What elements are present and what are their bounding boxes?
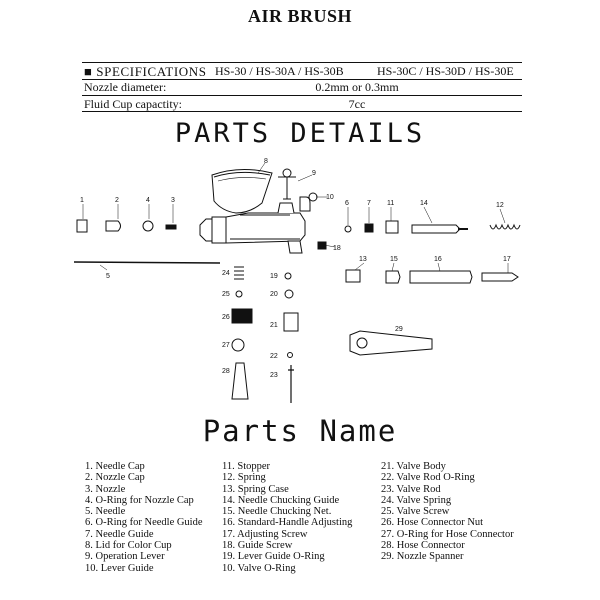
- part-item: 22. Valve Rod O-Ring: [381, 472, 475, 484]
- part-item: 9. Operation Lever: [85, 551, 165, 563]
- callout-number: 15: [390, 256, 398, 263]
- needle-chucking-guide-drawing: [412, 225, 460, 233]
- needle-guide-drawing: [365, 224, 373, 232]
- callout-number: 29: [395, 326, 403, 333]
- spec-value: 0.2mm or 0.3mm: [315, 80, 399, 94]
- part-item: 26. Hose Connector Nut: [381, 517, 484, 529]
- part-item: 19. Lever Guide O-Ring: [222, 551, 325, 563]
- airbrush-body-drawing: [200, 169, 305, 253]
- callout-number: 3: [171, 197, 175, 204]
- part-item: 25. Valve Screw: [381, 506, 450, 518]
- spec-label: Nozzle diameter:: [84, 80, 167, 94]
- callout-number: 4: [146, 197, 150, 204]
- specifications-header: [82, 62, 522, 80]
- part-item: 8. Lid for Color Cup: [85, 540, 172, 552]
- part-item: 10. Lever Guide: [85, 562, 154, 574]
- parts-list-column-2: [222, 461, 352, 574]
- needle-chucking-net-drawing: [386, 271, 400, 283]
- callout-number: 5: [106, 273, 110, 280]
- part-item: 6. O-Ring for Needle Guide: [85, 517, 203, 529]
- part-item: 23. Valve Rod: [381, 483, 441, 495]
- spring-case-drawing: [346, 270, 360, 282]
- callout-number: 8: [264, 158, 268, 165]
- callout-number: 11: [387, 200, 395, 207]
- hose-connector-o-ring-drawing: [232, 339, 244, 351]
- part-item: 4. O-Ring for Nozzle Cap: [85, 494, 194, 506]
- hose-connector-nut-drawing: [232, 309, 252, 323]
- parts-list-column-1: [85, 461, 203, 574]
- part-item: 13. Spring Case: [222, 483, 289, 495]
- needle-drawing: [74, 262, 220, 263]
- part-item: 12. Spring: [222, 472, 266, 484]
- valve-o-ring-drawing: [285, 290, 293, 298]
- callout-number: 28: [222, 368, 230, 375]
- callout-number: 12: [496, 202, 504, 209]
- callout-number: 26: [222, 314, 230, 321]
- part-item: 28. Hose Connector: [381, 540, 465, 552]
- guide-screw-drawing: [318, 242, 326, 249]
- part-item: 5. Needle: [85, 506, 126, 518]
- part-item: 15. Needle Chucking Net.: [222, 506, 332, 518]
- parts-list-column-3: [381, 461, 514, 563]
- part-item: 7. Needle Guide: [85, 528, 154, 540]
- valve-screw-drawing: [236, 291, 242, 297]
- valve-rod-drawing: [288, 365, 294, 403]
- hose-connector-drawing: [232, 363, 248, 399]
- callout-number: 21: [270, 322, 278, 329]
- callout-number: 13: [359, 256, 367, 263]
- part-item: 1. Needle Cap: [85, 461, 145, 472]
- adjusting-screw-drawing: [482, 273, 518, 281]
- valve-spring-drawing: [234, 267, 244, 279]
- callout-number: 6: [345, 200, 349, 207]
- valve-body-drawing: [284, 313, 298, 331]
- o-ring-drawing: [143, 221, 153, 231]
- needle-guide-o-ring-drawing: [345, 226, 351, 232]
- callout-number: 23: [270, 372, 278, 379]
- callout-number: 17: [503, 256, 511, 263]
- nozzle-cap-drawing: [106, 221, 121, 231]
- callout-number: 27: [222, 342, 230, 349]
- part-item: 14. Needle Chucking Guide: [222, 494, 340, 506]
- stopper-drawing: [386, 221, 398, 233]
- exploded-parts-diagram: [0, 155, 600, 413]
- document-title: AIR BRUSH: [247, 6, 353, 26]
- needle-cap-drawing: [77, 220, 87, 232]
- parts-details-heading: PARTS DETAILS: [174, 118, 426, 149]
- part-item: 21. Valve Body: [381, 461, 446, 472]
- part-item: 11. Stopper: [222, 461, 271, 472]
- nozzle-spanner-drawing: [350, 331, 432, 355]
- callout-number: 24: [222, 270, 230, 277]
- models-group-a: HS-30 / HS-30A / HS-30B: [215, 64, 344, 78]
- part-item: 29. Nozzle Spanner: [381, 551, 464, 563]
- nozzle-drawing: [166, 225, 176, 229]
- specifications-heading: ■ SPECIFICATIONS: [84, 64, 207, 79]
- callout-number: 16: [434, 256, 442, 263]
- parts-name-heading: Parts Name: [202, 414, 398, 448]
- part-item: 24. Valve Spring: [381, 494, 452, 506]
- callout-number: 19: [270, 273, 278, 280]
- spec-label: Fluid Cup capactity:: [84, 97, 182, 111]
- handle-drawing: [410, 271, 472, 283]
- spec-row-nozzle-diameter: [82, 79, 522, 96]
- part-item: 16. Standard-Handle Adjusting: [222, 517, 353, 529]
- part-item: 17. Adjusting Screw: [222, 528, 308, 540]
- lever-guide-o-ring-drawing: [285, 273, 291, 279]
- part-item: 2. Nozzle Cap: [85, 472, 145, 484]
- models-group-b: HS-30C / HS-30D / HS-30E: [377, 64, 514, 78]
- valve-rod-o-ring-drawing: [288, 353, 293, 358]
- part-item: 18. Guide Screw: [222, 540, 293, 552]
- callout-number: 18: [333, 245, 341, 252]
- callout-number: 1: [80, 197, 84, 204]
- spec-value: 7cc: [348, 97, 366, 111]
- part-item: 3. Nozzle: [85, 483, 126, 495]
- part-item: 10. Valve O-Ring: [222, 562, 296, 574]
- callout-number: 20: [270, 291, 278, 298]
- callout-number: 7: [367, 200, 371, 207]
- part-item: 27. O-Ring for Hose Connector: [381, 528, 514, 540]
- callout-number: 14: [420, 200, 428, 207]
- spring-drawing: [490, 225, 520, 229]
- lever-guide-drawing: [300, 193, 317, 211]
- spec-row-fluid-cup: [82, 96, 522, 112]
- callout-number: 2: [115, 197, 119, 204]
- callout-number: 10: [326, 194, 334, 201]
- operation-lever-drawing: [278, 169, 296, 199]
- callout-number: 9: [312, 170, 316, 177]
- callout-number: 22: [270, 353, 278, 360]
- callout-number: 25: [222, 291, 230, 298]
